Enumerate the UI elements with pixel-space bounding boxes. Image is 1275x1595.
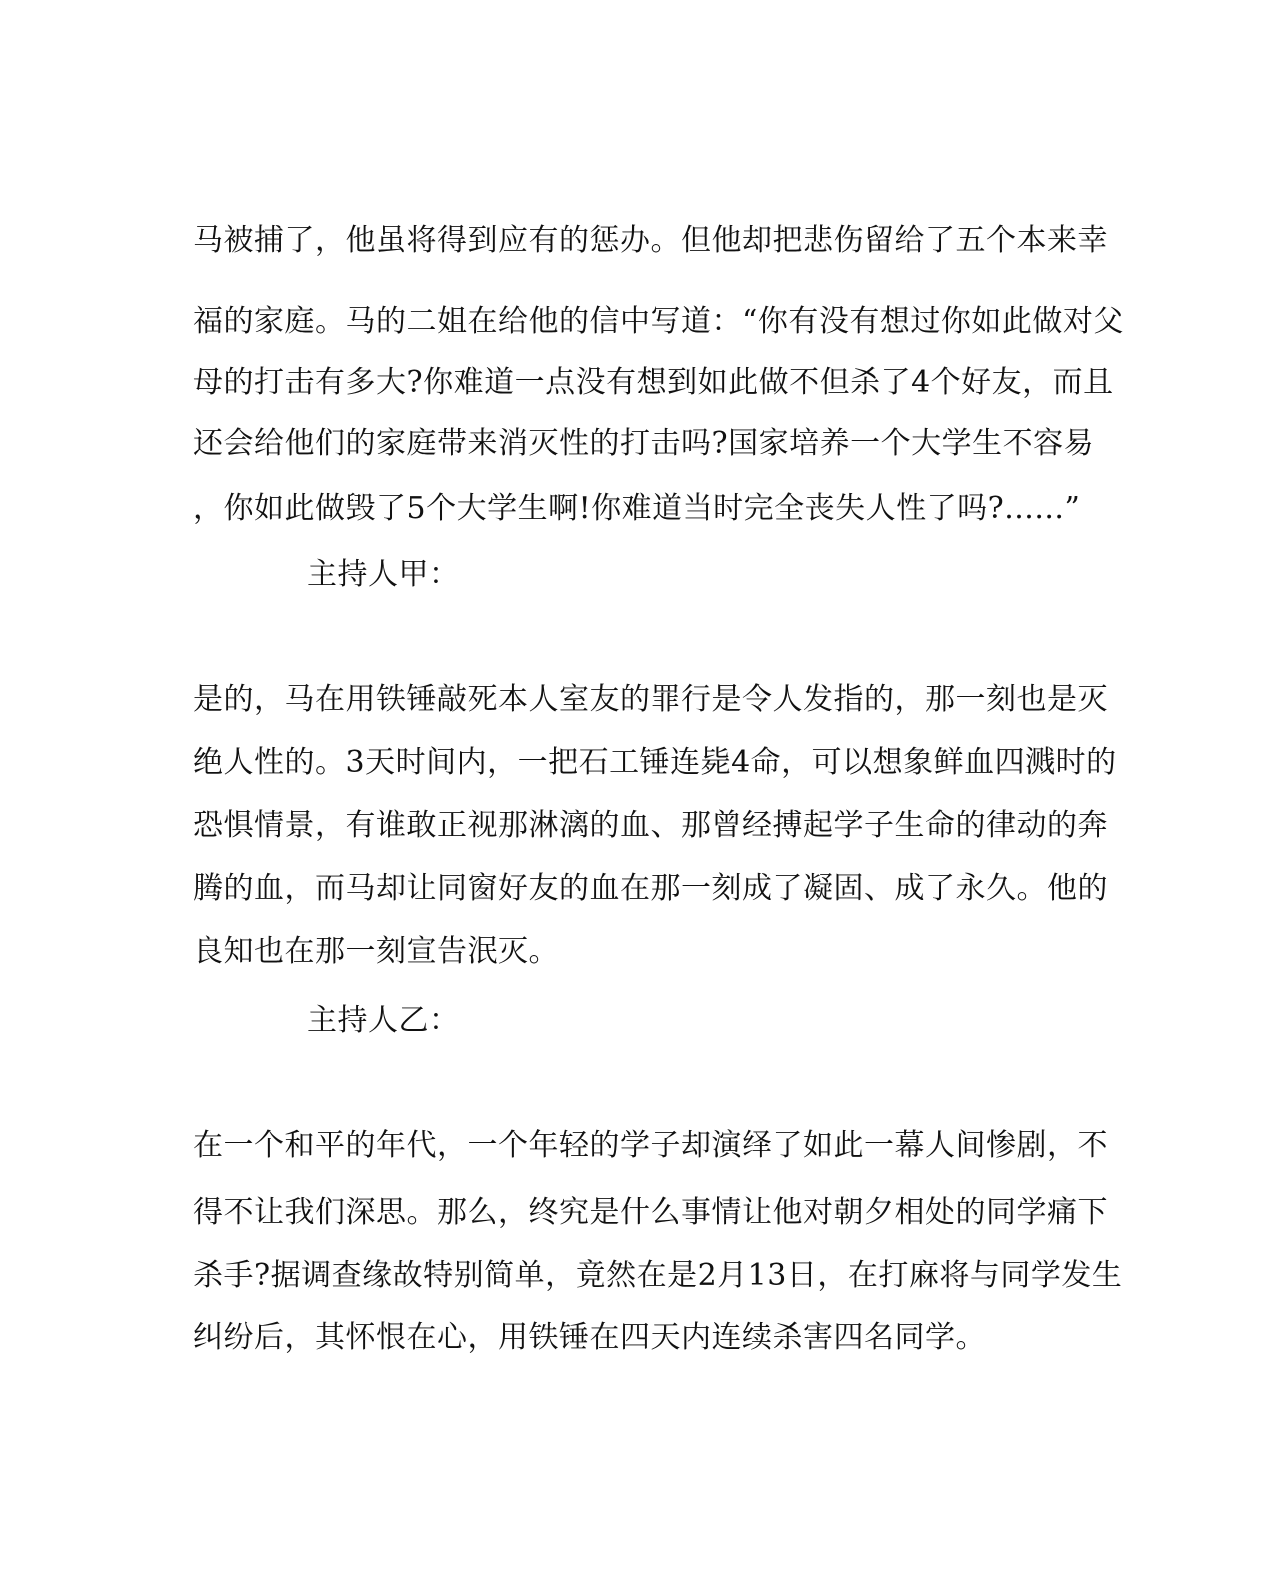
paragraph-3-line-4: 纠纷后，其怀恨在心，用铁锤在四天内连续杀害四名同学。 xyxy=(193,1320,986,1355)
paragraph-2-line-5: 良知也在那一刻宣告泯灭。 xyxy=(193,934,559,969)
paragraph-1-line-1: 马被捕了，他虽将得到应有的惩办。但他却把悲伤留给了五个本来幸 xyxy=(193,223,1108,258)
paragraph-2-line-4: 腾的血，而马却让同窗好友的血在那一刻成了凝固、成了永久。他的 xyxy=(193,871,1108,906)
paragraph-1-line-4: 还会给他们的家庭带来消灭性的打击吗?国家培养一个大学生不容易 xyxy=(193,426,1095,461)
speaker-label-a: 主持人甲： xyxy=(307,557,460,592)
paragraph-3-line-3: 杀手?据调查缘故特别简单，竟然在是2月13日，在打麻将与同学发生 xyxy=(193,1258,1123,1293)
paragraph-2-line-3: 恐惧情景，有谁敢正视那淋漓的血、那曾经搏起学子生命的律动的奔 xyxy=(193,808,1108,843)
speaker-label-b: 主持人乙： xyxy=(307,1003,460,1038)
paragraph-3-line-2: 得不让我们深思。那么，终究是什么事情让他对朝夕相处的同学痛下 xyxy=(193,1195,1108,1230)
paragraph-2-line-1: 是的，马在用铁锤敲死本人室友的罪行是令人发指的，那一刻也是灭 xyxy=(193,682,1108,717)
paragraph-1-line-5: ，你如此做毁了5个大学生啊!你难道当时完全丧失人性了吗?......” xyxy=(193,491,1081,526)
paragraph-1-line-3: 母的打击有多大?你难道一点没有想到如此做不但杀了4个好友，而且 xyxy=(193,365,1114,400)
paragraph-2-line-2: 绝人性的。3天时间内，一把石工锤连毙4命，可以想象鲜血四溅时的 xyxy=(193,745,1117,780)
paragraph-1-line-2: 福的家庭。马的二姐在给他的信中写道：“你有没有想过你如此做对父 xyxy=(193,304,1124,339)
paragraph-3-line-1: 在一个和平的年代，一个年轻的学子却演绎了如此一幕人间惨剧，不 xyxy=(193,1128,1108,1163)
